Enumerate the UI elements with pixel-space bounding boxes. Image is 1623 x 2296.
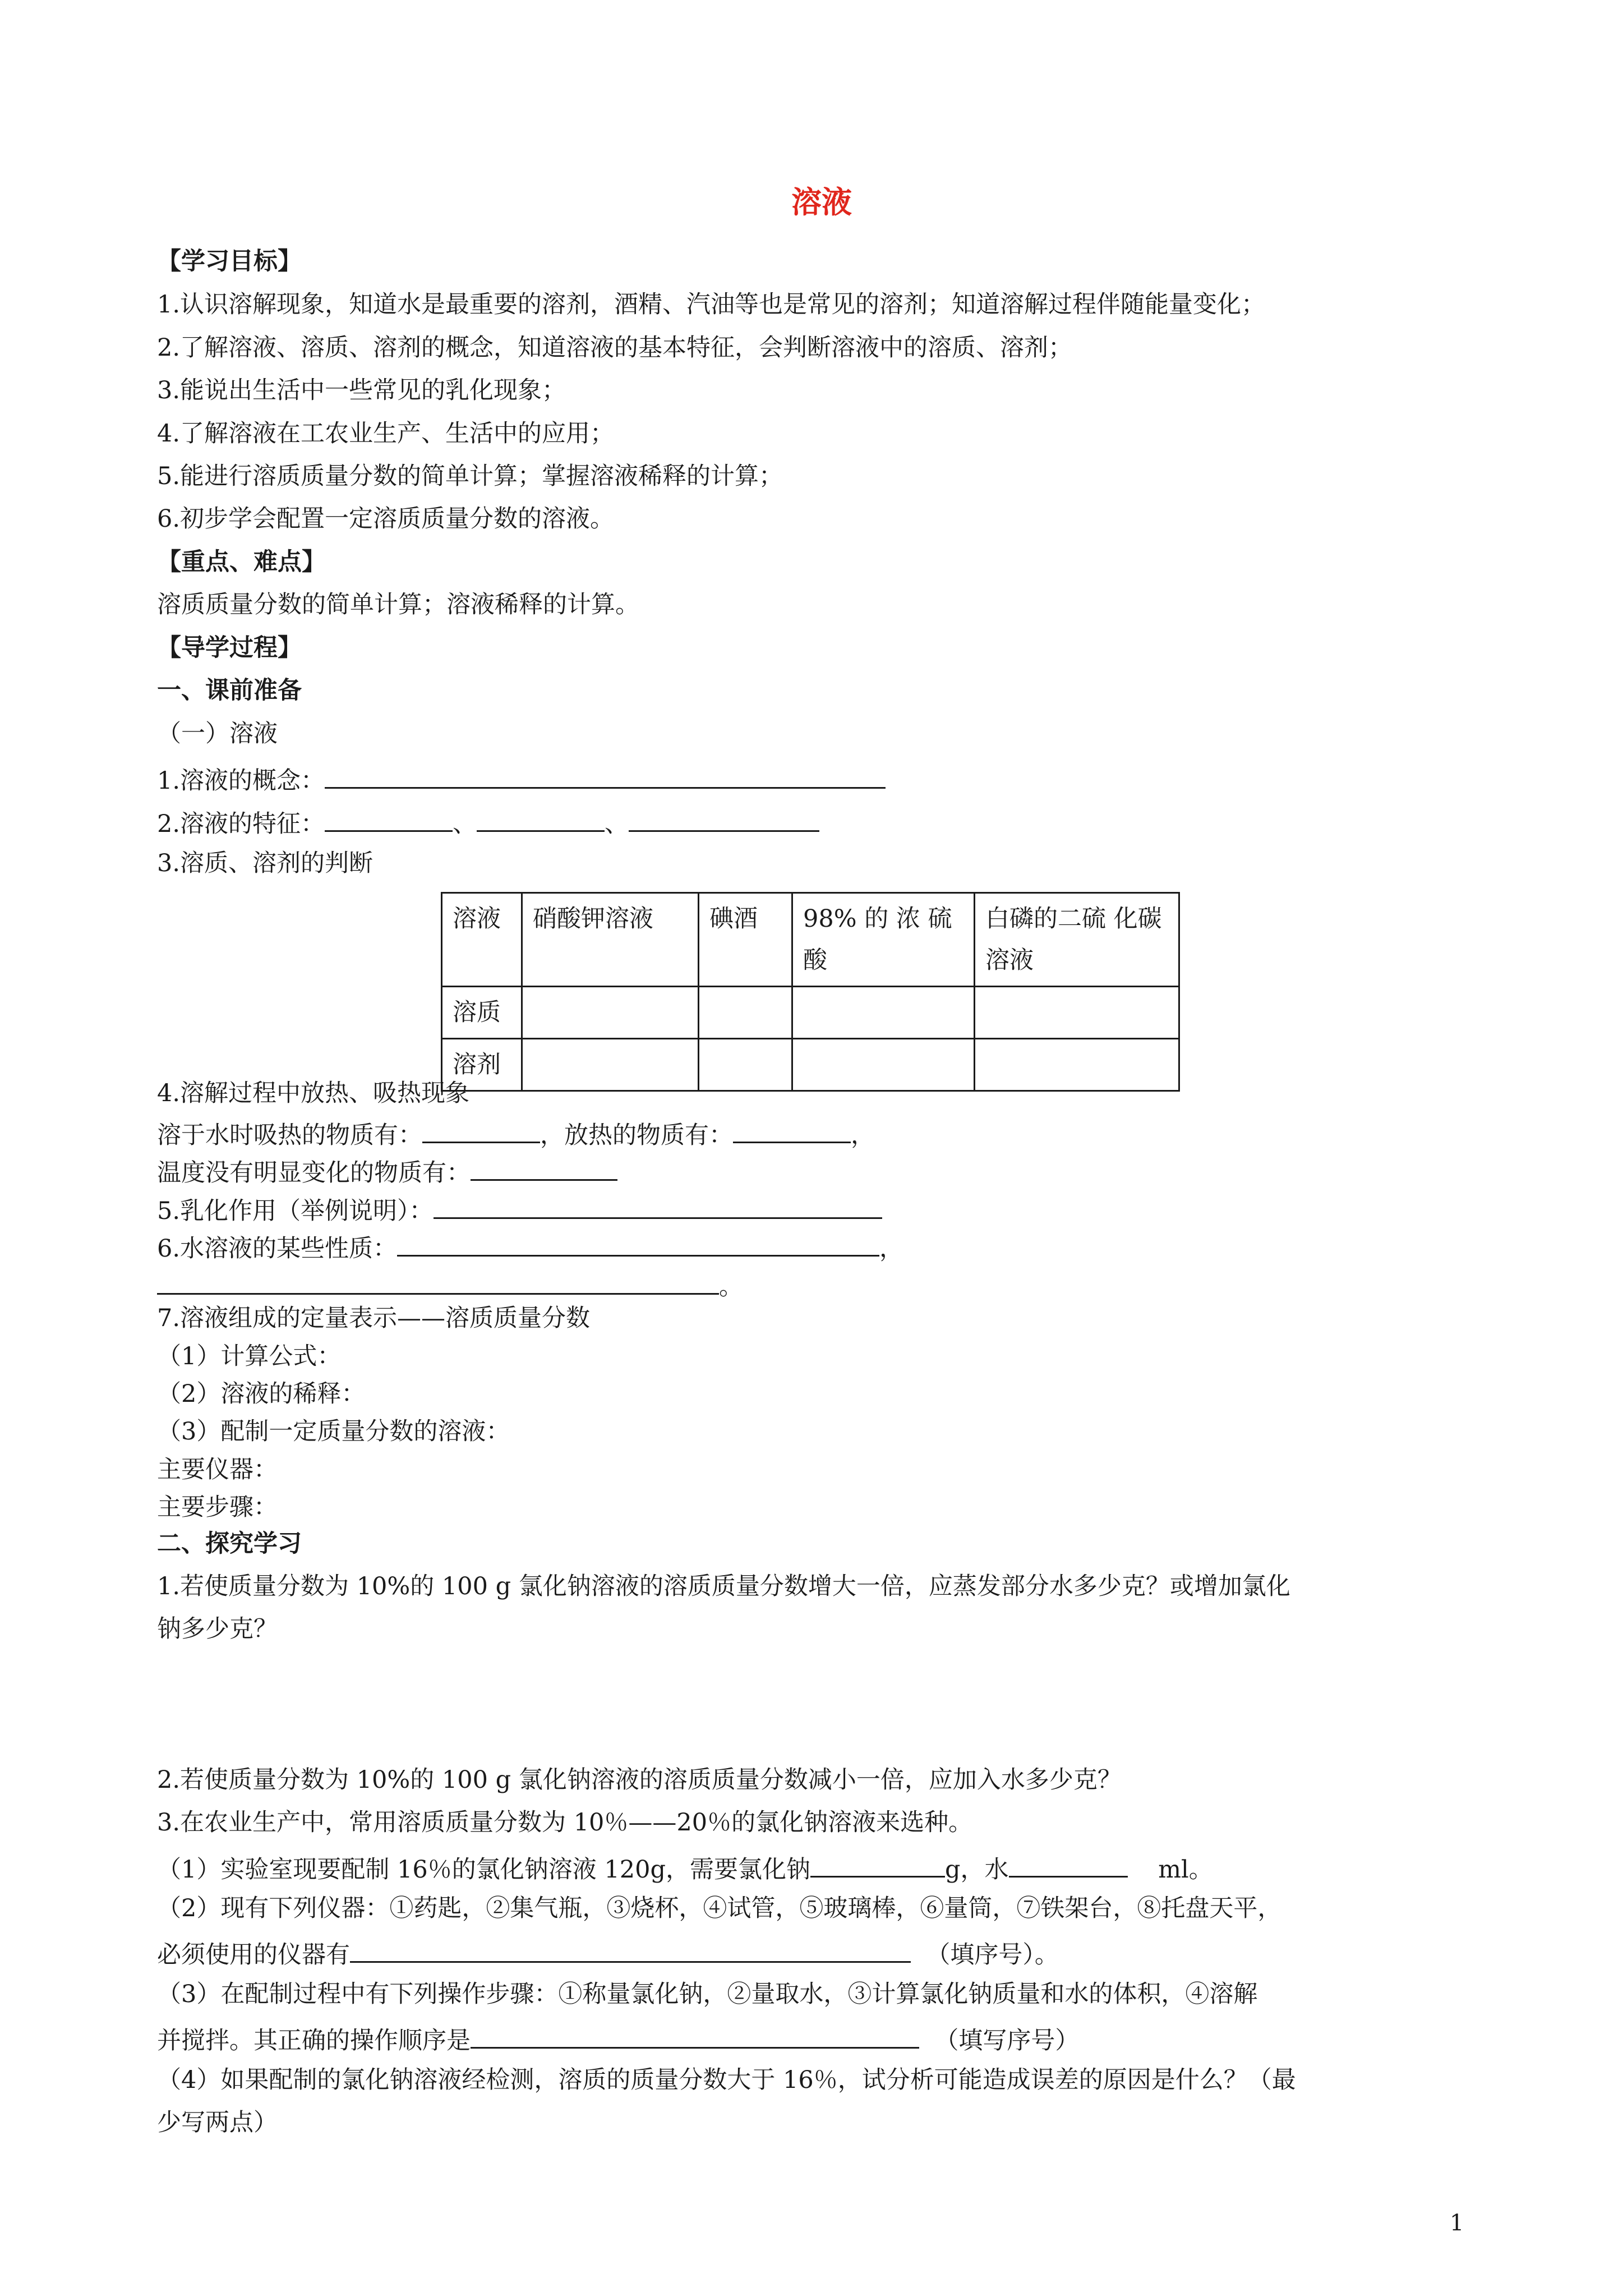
page-number: 1 xyxy=(1450,2210,1464,2236)
table-cell[interactable] xyxy=(699,987,792,1039)
table-row xyxy=(442,1039,1179,1091)
answer-blank[interactable] xyxy=(810,1849,945,1878)
question-7-item: （1）计算公式： xyxy=(157,1342,342,1370)
question-7: 7.溶液组成的定量表示——溶质质量分数 xyxy=(157,1304,591,1332)
exercise-3-2-label: 必须使用的仪器有 xyxy=(157,1941,350,1969)
table-header-cell: 白磷的二硫 化碳溶液 xyxy=(975,893,1179,987)
separator: 、 xyxy=(453,810,477,838)
answer-blank[interactable] xyxy=(477,803,605,832)
answer-blank[interactable] xyxy=(471,1152,617,1181)
exercise-3-3-line xyxy=(157,2020,1079,2058)
solute-solvent-table xyxy=(441,892,1180,1092)
exercise-3-1-label: （1）实验室现要配制 16％的氯化钠溶液 120g，需要氯化钠 xyxy=(157,1856,811,1884)
exercise-1: 1.若使质量分数为 10%的 100 g 氯化钠溶液的溶质质量分数增大一倍，应蒸发部分水多少克？或增加氯化 xyxy=(157,1572,1290,1600)
question-5-label: 5.乳化作用（举例说明）： xyxy=(157,1197,434,1225)
question-4-label: ，放热的物质有： xyxy=(540,1121,733,1149)
exercise-3-3: （3）在配制过程中有下列操作步骤：①称量氯化钠，②量取水，③计算氯化钠质量和水的体积，④溶解 xyxy=(157,1980,1258,2008)
answer-blank[interactable] xyxy=(471,2020,919,2049)
separator: 。 xyxy=(719,1273,743,1301)
goal-item: 1.认识溶解现象，知道水是最重要的溶剂，酒精、汽油等也是常见的溶剂；知道溶解过程伴随能量变化； xyxy=(157,291,1266,319)
question-3: 3.溶质、溶剂的判断 xyxy=(157,849,374,877)
question-5 xyxy=(157,1190,882,1228)
exercise-3-2-line xyxy=(157,1934,1059,1972)
exercise-1-cont: 钠多少克？ xyxy=(157,1615,278,1643)
table-cell[interactable] xyxy=(792,1039,975,1091)
exercise-3: 3.在农业生产中，常用溶质质量分数为 10％——20％的氯化钠溶液来选种。 xyxy=(157,1809,973,1837)
exercise-3-2: （2）现有下列仪器：①药匙，②集气瓶，③烧杯，④试管，⑤玻璃棒，⑥量筒，⑦铁架台，⑧托盘天平， xyxy=(157,1894,1282,1922)
question-4-line xyxy=(157,1152,617,1190)
key-header: 【重点、难点】 xyxy=(157,548,326,576)
question-7-item: （2）溶液的稀释： xyxy=(157,1380,366,1408)
question-6 xyxy=(157,1228,903,1266)
part1-header: 一、课前准备 xyxy=(157,677,302,705)
exercise-3-3-label: 并搅拌。其正确的操作顺序是 xyxy=(157,2027,471,2055)
table-row-label: 溶质 xyxy=(442,987,522,1039)
goal-item: 2.了解溶液、溶质、溶剂的概念，知道溶液的基本特征，会判断溶液中的溶质、溶剂； xyxy=(157,334,1073,362)
table-header-row xyxy=(442,893,1179,987)
table-header-cell: 碘酒 xyxy=(699,893,792,987)
table-cell[interactable] xyxy=(522,987,699,1039)
table-cell[interactable] xyxy=(975,987,1179,1039)
question-7-item: （3）配制一定质量分数的溶液： xyxy=(157,1418,510,1446)
exercise-3-3-label: （填写序号） xyxy=(934,2027,1080,2055)
exercise-3-1-label: ml。 xyxy=(1158,1856,1213,1884)
table-cell[interactable] xyxy=(792,987,975,1039)
page-title: 溶液 xyxy=(791,185,852,220)
goal-item: 5.能进行溶质质量分数的简单计算；掌握溶液稀释的计算； xyxy=(157,462,783,490)
exercise-3-4: （4）如果配制的氯化钠溶液经检测，溶质的质量分数大于 16％，试分析可能造成误差的原因是什么？（最 xyxy=(157,2066,1296,2094)
goal-item: 6.初步学会配置一定溶质质量分数的溶液。 xyxy=(157,505,615,533)
answer-blank[interactable] xyxy=(1009,1849,1128,1878)
table-header-cell: 溶液 xyxy=(442,893,522,987)
separator: ， xyxy=(879,1235,904,1263)
answer-blank[interactable] xyxy=(733,1115,851,1143)
question-6-line xyxy=(157,1266,743,1304)
table-cell[interactable] xyxy=(699,1039,792,1091)
table-cell[interactable] xyxy=(522,1039,699,1091)
question-7-item: 主要仪器： xyxy=(157,1456,278,1484)
exercise-3-1-label: g，水 xyxy=(945,1856,1009,1884)
answer-blank[interactable] xyxy=(325,760,886,789)
separator: 、 xyxy=(605,810,629,838)
answer-blank[interactable] xyxy=(157,1266,719,1295)
table-cell[interactable] xyxy=(975,1039,1179,1091)
question-4-label: 溶于水时吸热的物质有： xyxy=(157,1121,422,1149)
key-text: 溶质质量分数的简单计算；溶液稀释的计算。 xyxy=(157,591,639,619)
exercise-3-4-cont: 少写两点） xyxy=(157,2109,278,2137)
question-4-label: 温度没有明显变化的物质有： xyxy=(157,1159,471,1187)
part2-header: 二、探究学习 xyxy=(157,1530,302,1558)
answer-blank[interactable] xyxy=(422,1115,540,1143)
goal-item: 3.能说出生活中一些常见的乳化现象； xyxy=(157,376,566,404)
question-1 xyxy=(157,760,886,798)
goals-header: 【学习目标】 xyxy=(157,247,302,275)
table-header-cell: 硝酸钾溶液 xyxy=(522,893,699,987)
question-4: 4.溶解过程中放热、吸热现象 xyxy=(157,1079,470,1107)
table-header-cell: 98% 的 浓 硫 酸 xyxy=(792,893,975,987)
process-header: 【导学过程】 xyxy=(157,634,302,662)
goal-item: 4.了解溶液在工农业生产、生活中的应用； xyxy=(157,420,615,448)
question-4-line xyxy=(157,1115,875,1152)
question-6-label: 6.水溶液的某些性质： xyxy=(157,1235,398,1263)
exercise-2: 2.若使质量分数为 10%的 100 g 氯化钠溶液的溶质质量分数减小一倍，应加入水多少克？ xyxy=(157,1766,1122,1794)
separator: ， xyxy=(851,1121,875,1149)
answer-blank[interactable] xyxy=(434,1190,882,1219)
answer-blank[interactable] xyxy=(325,803,453,832)
answer-blank[interactable] xyxy=(350,1934,911,1963)
answer-blank[interactable] xyxy=(397,1228,879,1257)
part1-subheader: （一）溶液 xyxy=(157,720,278,748)
question-7-item: 主要步骤： xyxy=(157,1493,278,1521)
document-page xyxy=(157,0,1486,2296)
question-1-label: 1.溶液的概念： xyxy=(157,767,325,795)
table-row xyxy=(442,987,1179,1039)
exercise-3-2-label: （填序号）。 xyxy=(926,1941,1059,1969)
question-2 xyxy=(157,803,819,841)
table-row-label: 溶剂 xyxy=(442,1039,522,1091)
exercise-3-1 xyxy=(157,1849,1213,1887)
answer-blank[interactable] xyxy=(629,803,819,832)
question-2-label: 2.溶液的特征： xyxy=(157,810,325,838)
